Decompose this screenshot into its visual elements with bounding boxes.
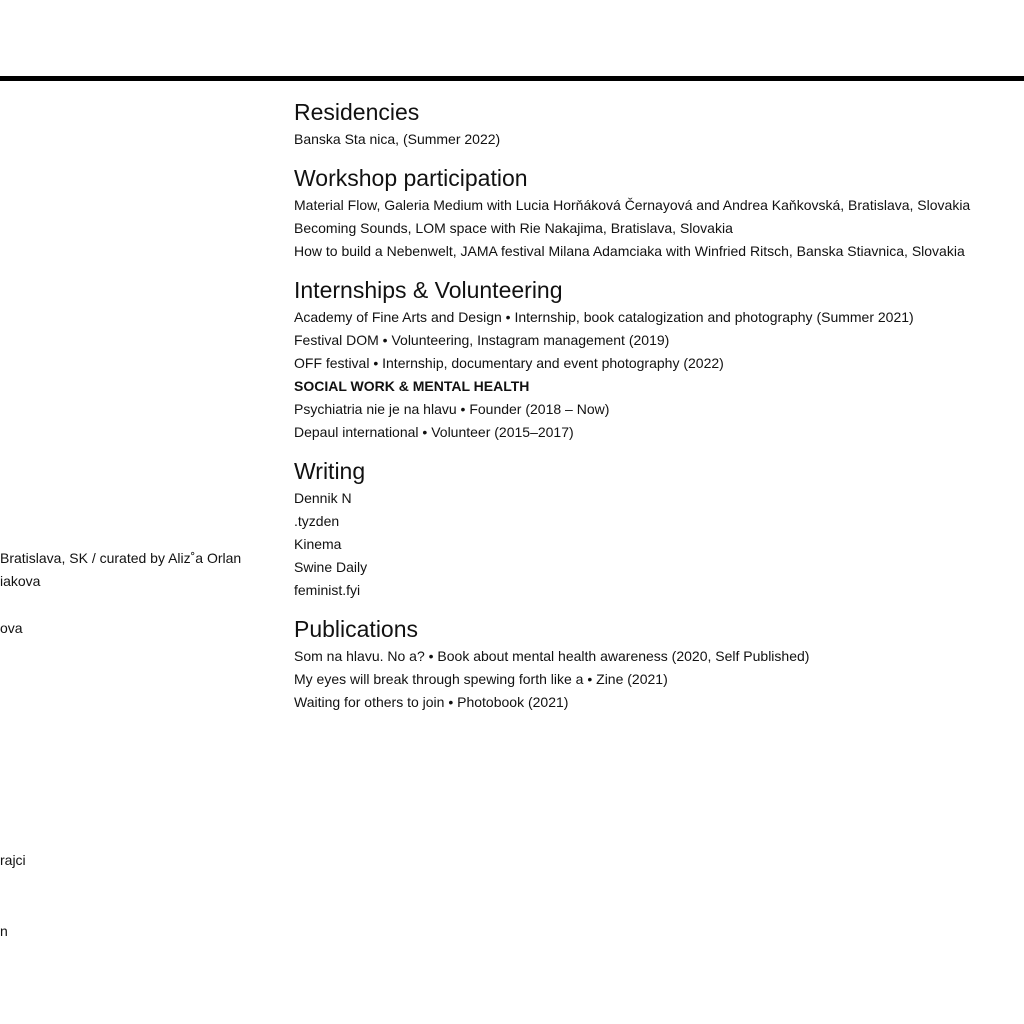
subheading-social-work: SOCIAL WORK & MENTAL HEALTH xyxy=(294,378,530,394)
list-item: Swine Daily xyxy=(294,559,368,575)
section-title: Publications xyxy=(294,616,419,642)
list-item: feminist.fyi xyxy=(294,582,361,598)
section-internships xyxy=(294,275,1014,444)
section-residencies xyxy=(294,97,1014,151)
left-column-cropped xyxy=(0,0,270,1024)
list-item: Material Flow, Galeria Medium with Lucia Horňáková Černayová and Andrea Kaňkovská, Bratislava, Slovakia xyxy=(294,197,971,213)
left-line-fragment: iakova xyxy=(0,573,41,589)
list-item: OFF festival • Internship, documentary and event photography (2022) xyxy=(294,355,724,371)
left-line-fragment: rajci xyxy=(0,852,26,868)
list-item: Som na hlavu. No a? • Book about mental health awareness (2020, Self Published) xyxy=(294,648,810,664)
list-item: Banska Sta nica, (Summer 2022) xyxy=(294,131,501,147)
section-publications xyxy=(294,614,1014,714)
left-line-fragment: ova xyxy=(0,620,23,636)
section-writing xyxy=(294,456,1014,602)
section-workshops xyxy=(294,163,1014,263)
list-item: Depaul international • Volunteer (2015–2017) xyxy=(294,424,574,440)
list-item: Academy of Fine Arts and Design • Internship, book catalogization and photography (Summer 2021) xyxy=(294,309,914,325)
section-title: Writing xyxy=(294,458,366,484)
section-title: Workshop participation xyxy=(294,165,528,191)
list-item: Dennik N xyxy=(294,490,352,506)
right-column xyxy=(294,97,1014,726)
list-item: Becoming Sounds, LOM space with Rie Nakajima, Bratislava, Slovakia xyxy=(294,220,733,236)
list-item: .tyzden xyxy=(294,513,340,529)
list-item: Festival DOM • Volunteering, Instagram management (2019) xyxy=(294,332,670,348)
section-title: Internships & Volunteering xyxy=(294,277,563,303)
list-item: Waiting for others to join • Photobook (2021) xyxy=(294,694,569,710)
section-title: Residencies xyxy=(294,99,420,125)
list-item: Psychiatria nie je na hlavu • Founder (2018 – Now) xyxy=(294,401,610,417)
list-item: My eyes will break through spewing forth like a • Zine (2021) xyxy=(294,671,668,687)
left-line-fragment: n xyxy=(0,923,8,939)
left-line-exhibition-curated: Bratislava, SK / curated by Aliz˚a Orlan xyxy=(0,550,242,566)
list-item: Kinema xyxy=(294,536,342,552)
list-item: How to build a Nebenwelt, JAMA festival Milana Adamciaka with Winfried Ritsch, Banska Stiavnica, Slovakia xyxy=(294,243,965,259)
